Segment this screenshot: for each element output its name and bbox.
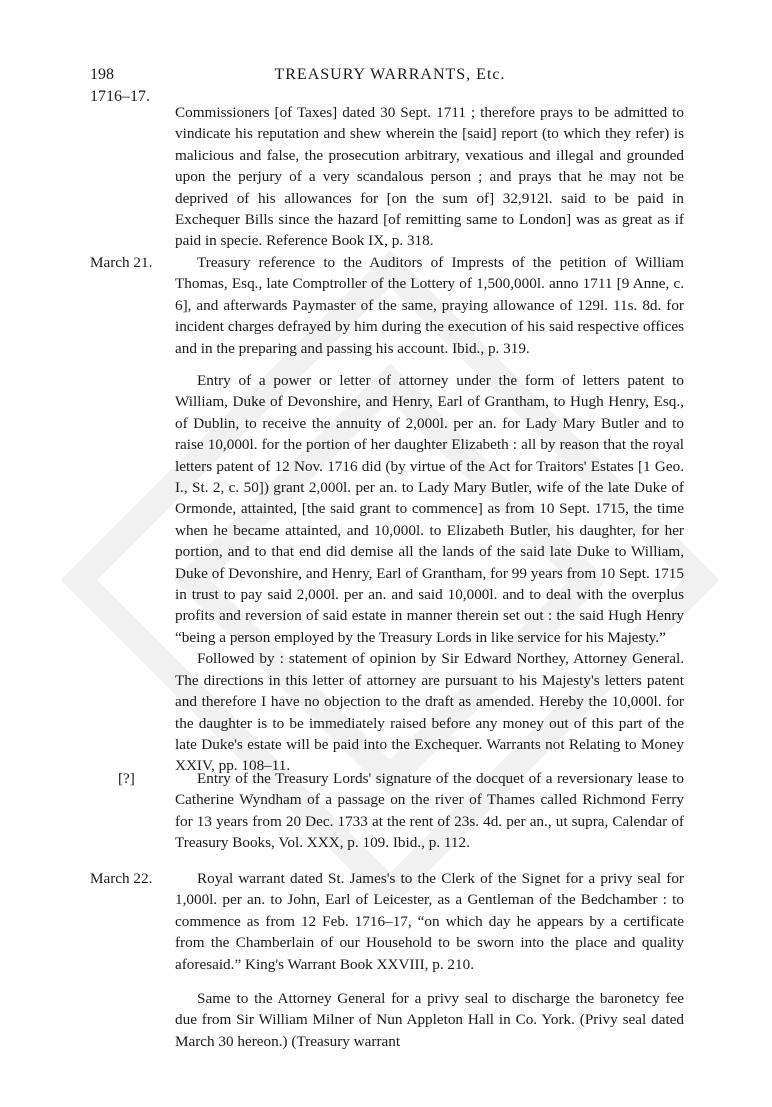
running-title: TREASURY WARRANTS, Etc. [274,66,506,83]
margin-date: March 22. [90,870,153,887]
entry-paragraph: Followed by : statement of opinion by Sir Edward Northey, Attorney General. The directions in this letter of attorney are pursuant to his Majesty's letters patent and therefore I have no objection to the draft as amended. Hereby the 10,000l. for the daughter is to be immediately raised before any money out of this part of the late Duke's estate will be paid into the Exchequer. Warrants not Relating to Money XXIV, pp. 108–11. [175,650,684,775]
entry-paragraph: Entry of a power or letter of attorney under the form of letters patent to William, Duke of Devonshire, and Henry, Earl of Grantham, to Hugh Henry, Esq., of Dublin, to receive the annuity of 2,000l. per an. for Lady Mary Butler and to raise 10,000l. for the portion of her daughter Elizabeth : all by reason that the royal letters patent of 12 Nov. 1716 did (by virtue of the Act for Traitors' Estates [1 Geo. I., St. 2, c. 50]) grant 2,000l. per an. to Lady Mary Butler, wife of the late Duke of Ormonde, attainted, [the said grant to commence] as from 10 Sept. 1715, the time when he became attainted, and 10,000l. to Elizabeth Butler, his daughter, for her portion, and to that end did demise all the lands of the said late Duke to William, Duke of Devonshire, and Henry, Earl of Grantham, for 99 years from 10 Sept. 1715 in trust to pay said 2,000l. per an. and said 10,000l. and to deal with the overplus profits and reversion of said estate in manner therein set out : the said Hugh Henry “being a person employed by the Treasury Lords in like service for his Majesty.” [175,372,684,646]
entry-paragraph: Same to the Attorney General for a privy seal to discharge the baronetcy fee due from Sir William Milner of Nun Appleton Hall in Co. York. (Privy seal dated March 30 hereon.) (Treasury warrant [175,990,684,1050]
entry-item [175,768,684,854]
entry-paragraph: Royal warrant dated St. James's to the Clerk of the Signet for a privy seal for 1,000l. per an. to John, Earl of Leicester, as a Gentleman of the Bedchamber : to commence as from 12 Feb. 1716–17, “on which day he appears by a certificate from the Chamberlain of our Household to be sworn into the place and quality aforesaid.” King's Warrant Book XXVIII, p. 210. [175,870,684,973]
year-range: 1716–17. [90,88,150,105]
entry-continuation [175,102,684,252]
entry-item [175,868,684,975]
entry-paragraph: Treasury reference to the Auditors of Imprests of the petition of William Thomas, Esq., late Comptroller of the Lottery of 1,500,000l. anno 1711 [9 Anne, c. 6], and afterwards Paymaster of the same, praying allowance of 129l. 11s. 8d. for incident charges defrayed by him during the execution of his said respective offices and in the preparing and passing his account. Ibid., p. 319. [175,254,684,357]
margin-date: [?] [118,770,135,787]
entry-item [175,252,684,359]
entry-paragraph: Commissioners [of Taxes] dated 30 Sept. 1711 ; therefore prays to be admitted to vindicate his reputation and shew wherein the [said] report (to which they refer) is malicious and false, the prosecution arbitrary, vexatious and illegal and grounded upon the perjury of a very scandalous person ; and prays that he may not be deprived of his allowances for [on the sum of] 32,912l. said to be paid in Exchequer Bills since the hazard [of remitting same to London] was as great as if paid in specie. Reference Book IX, p. 318. [175,104,684,250]
page-number: 198 [90,66,114,83]
page-header [90,66,690,88]
entry-paragraph: Entry of the Treasury Lords' signature of the docquet of a reversionary lease to Catherine Wyndham of a passage on the river of Thames called Richmond Ferry for 13 years from 20 Dec. 1733 at the rent of 23s. 4d. per an., ut supra, Calendar of Treasury Books, Vol. XXX, p. 109. Ibid., p. 112. [175,770,684,852]
margin-date: March 21. [90,254,153,271]
entry-item [175,988,684,1052]
entry-item [175,370,684,777]
